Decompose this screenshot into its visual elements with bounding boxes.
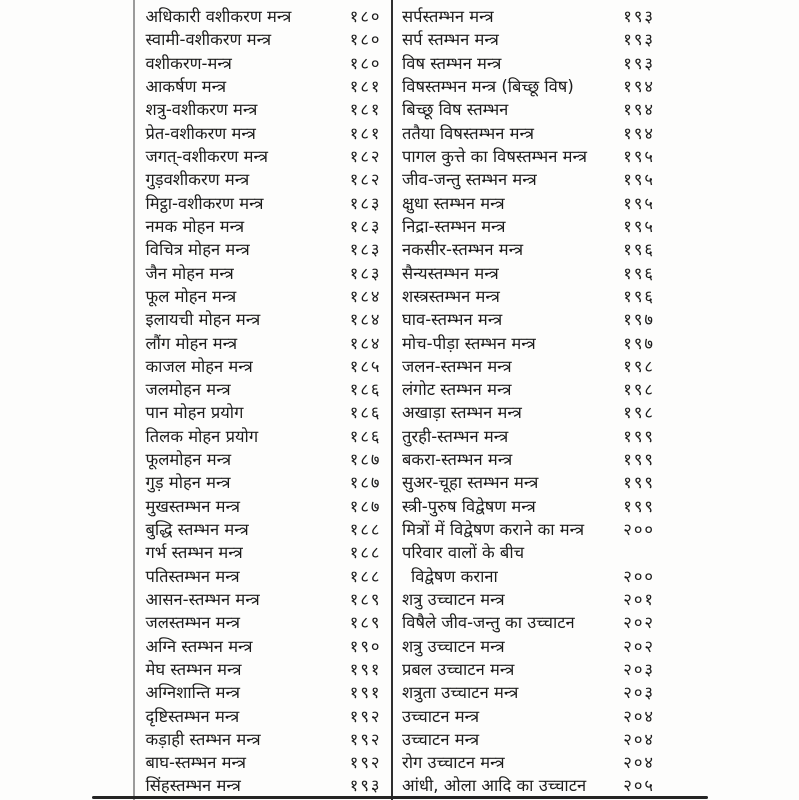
entry-page: २०२: [623, 613, 655, 633]
entry-title: उच्चाटन मन्त्र: [402, 729, 480, 749]
entry-page: १८०: [349, 7, 382, 27]
entry-title: घाव-स्तम्भन मन्त्र: [402, 310, 503, 330]
entry-title: जगत्-वशीकरण मन्त्र: [145, 147, 268, 167]
entry-title: मिट्ठा-वशीकरण मन्त्र: [145, 193, 264, 213]
toc-row: [393, 401, 657, 424]
toc-row: [135, 28, 391, 51]
entry-page: १८७: [349, 496, 382, 516]
toc-row: [393, 728, 657, 751]
entry-title: सर्प स्तम्भन मन्त्र: [402, 30, 499, 50]
toc-row: [135, 425, 391, 448]
entry-title: नमक मोहन मन्त्र: [145, 216, 245, 236]
toc-row: [393, 378, 657, 401]
toc-row: [393, 541, 657, 564]
entry-title: जलमोहन मन्त्र: [145, 380, 231, 400]
entry-page: २०३: [623, 683, 655, 703]
entry-title: पान मोहन प्रयोग: [145, 403, 244, 423]
entry-page: २०५: [623, 776, 655, 796]
toc-row: [135, 261, 391, 284]
entry-title: वशीकरण-मन्त्र: [145, 53, 232, 73]
entry-page: १९२: [349, 753, 382, 773]
toc-left-column: [135, 0, 391, 800]
toc-row: [393, 5, 657, 28]
entry-page: १९३: [623, 7, 655, 27]
entry-page: १९६: [623, 240, 655, 260]
toc-row: [393, 448, 657, 471]
entry-title: विषस्तम्भन मन्त्र (बिच्छू विष): [402, 77, 574, 97]
entry-title: प्रबल उच्चाटन मन्त्र: [402, 659, 515, 679]
entry-page: २०४: [623, 729, 655, 749]
toc-row: [393, 28, 657, 51]
entry-title: अग्नि स्तम्भन मन्त्र: [145, 636, 253, 656]
toc-row: [135, 681, 391, 704]
entry-title: शस्त्रस्तम्भन मन्त्र: [402, 286, 500, 306]
entry-page: १८८: [349, 520, 382, 540]
entry-title: विष स्तम्भन मन्त्र: [402, 53, 502, 73]
entry-page: १८१: [349, 77, 382, 97]
entry-title: निद्रा-स्तम्भन मन्त्र: [402, 216, 506, 236]
toc-row: [135, 168, 391, 191]
entry-title: स्त्री-पुरुष विद्वेषण मन्त्र: [402, 496, 536, 516]
entry-title: अग्निशान्ति मन्त्र: [145, 683, 241, 703]
entry-title: बाघ-स्तम्भन मन्त्र: [145, 753, 247, 773]
entry-page: १९९: [623, 426, 655, 446]
entry-page: १९४: [623, 77, 655, 97]
toc-row: [393, 611, 657, 634]
toc-row: [393, 565, 657, 588]
entry-title: अखाड़ा स्तम्भन मन्त्र: [402, 403, 522, 423]
entry-page: १८४: [349, 286, 382, 306]
toc-row: [393, 681, 657, 704]
entry-title: विचित्र मोहन मन्त्र: [145, 240, 250, 260]
entry-title: पतिस्तम्भन मन्त्र: [145, 566, 240, 586]
toc-row: [135, 495, 391, 518]
entry-page: १९८: [623, 380, 655, 400]
entry-page: १८२: [349, 170, 382, 190]
entry-page: १९८: [623, 356, 655, 376]
entry-title: बकरा-स्तम्भन मन्त्र: [402, 450, 513, 470]
entry-title: शत्रु उच्चाटन मन्त्र: [402, 589, 505, 609]
toc-row: [393, 308, 657, 331]
entry-page: १८१: [349, 100, 382, 120]
entry-title: मित्रों में विद्वेषण कराने का मन्त्र: [402, 520, 585, 540]
entry-page: १९५: [623, 216, 655, 236]
entry-title: गुड़ मोहन मन्त्र: [145, 473, 231, 493]
toc-row: [135, 5, 391, 28]
toc-row: [135, 471, 391, 494]
toc-row: [135, 145, 391, 168]
toc-row: [135, 98, 391, 121]
toc-row: [393, 168, 657, 191]
entry-page: १९०: [349, 636, 382, 656]
entry-title: गर्भ स्तम्भन मन्त्र: [145, 543, 243, 563]
toc-row: [393, 98, 657, 121]
entry-page: १९५: [623, 193, 655, 213]
entry-title: सिंहस्तम्भन मन्त्र: [145, 776, 241, 796]
toc-row: [135, 75, 391, 98]
entry-page: १९३: [349, 776, 382, 796]
entry-title: इलायची मोहन मन्त्र: [145, 310, 261, 330]
entry-title: आसन-स्तम्भन मन्त्र: [145, 589, 260, 609]
entry-page: २००: [623, 520, 655, 540]
entry-page: १९७: [623, 310, 655, 330]
entry-page: २०१: [623, 589, 655, 609]
toc-row: [135, 774, 391, 797]
entry-title: तुरही-स्तम्भन मन्त्र: [402, 426, 509, 446]
entry-page: १९९: [623, 496, 655, 516]
entry-page: १९३: [623, 53, 655, 73]
entry-page: १८३: [349, 193, 382, 213]
entry-page: १८७: [349, 450, 382, 470]
toc-left-rows: [135, 0, 391, 798]
toc-row: [135, 192, 391, 215]
toc-row: [393, 75, 657, 98]
entry-title: बिच्छू विष स्तम्भन: [402, 100, 509, 120]
entry-page: १९१: [349, 659, 382, 679]
toc-row: [393, 355, 657, 378]
toc-right-rows: [393, 0, 657, 798]
entry-title: जैन मोहन मन्त्र: [145, 263, 234, 283]
toc-row: [393, 774, 657, 797]
entry-title: मोच-पीड़ा स्तम्भन मन्त्र: [402, 333, 536, 353]
toc-row: [135, 52, 391, 75]
entry-page: १९६: [623, 263, 655, 283]
toc-row: [393, 238, 657, 261]
entry-page: १८३: [349, 216, 382, 236]
toc-row: [393, 704, 657, 727]
toc-row: [135, 238, 391, 261]
entry-page: २०४: [623, 706, 655, 726]
toc-row: [393, 425, 657, 448]
entry-title: पागल कुत्ते का विषस्तम्भन मन्त्र: [402, 147, 587, 167]
toc-row: [135, 448, 391, 471]
entry-page: १८९: [349, 589, 382, 609]
entry-page: १८०: [349, 53, 382, 73]
entry-title: विद्वेषण कराना: [411, 566, 498, 586]
entry-page: १८५: [349, 356, 382, 376]
toc-row: [393, 52, 657, 75]
toc-row: [393, 122, 657, 145]
toc-row: [135, 658, 391, 681]
toc-row: [135, 541, 391, 564]
entry-page: १८३: [349, 263, 382, 283]
entry-title: मेघ स्तम्भन मन्त्र: [145, 659, 242, 679]
entry-title: सर्पस्तम्भन मन्त्र: [402, 7, 494, 27]
entry-page: १८७: [349, 473, 382, 493]
toc-row: [135, 378, 391, 401]
entry-page: १९२: [349, 706, 382, 726]
toc-row: [393, 518, 657, 541]
toc-row: [135, 331, 391, 354]
toc-row: [393, 471, 657, 494]
bottom-rule: [92, 796, 708, 800]
entry-page: २०२: [623, 636, 655, 656]
toc-row: [393, 285, 657, 308]
entry-title: विषैले जीव-जन्तु का उच्चाटन: [402, 613, 575, 633]
entry-page: १९९: [623, 450, 655, 470]
entry-title: काजल मोहन मन्त्र: [145, 356, 253, 376]
entry-title: उच्चाटन मन्त्र: [402, 706, 480, 726]
toc-row: [393, 495, 657, 518]
entry-title: ततैया विषस्तम्भन मन्त्र: [402, 123, 534, 143]
entry-title: सुअर-चूहा स्तम्भन मन्त्र: [402, 473, 539, 493]
entry-title: कड़ाही स्तम्भन मन्त्र: [145, 729, 261, 749]
entry-title: तिलक मोहन प्रयोग: [145, 426, 259, 446]
entry-page: १९७: [623, 333, 655, 353]
entry-page: १८४: [349, 310, 382, 330]
entry-title: मुखस्तम्भन मन्त्र: [145, 496, 240, 516]
toc-row: [135, 565, 391, 588]
entry-page: १८९: [349, 613, 382, 633]
entry-title: शत्रु उच्चाटन मन्त्र: [402, 636, 505, 656]
entry-page: २००: [623, 566, 655, 586]
toc-row: [135, 704, 391, 727]
entry-page: १९१: [349, 683, 382, 703]
toc-right-column: [393, 0, 657, 800]
entry-title: रोग उच्चाटन मन्त्र: [402, 753, 505, 773]
toc-row: [135, 285, 391, 308]
entry-title: शत्रु-वशीकरण मन्त्र: [145, 100, 258, 120]
toc-row: [135, 588, 391, 611]
entry-page: १९५: [623, 170, 655, 190]
entry-page: १९५: [623, 147, 655, 167]
entry-title: जलन-स्तम्भन मन्त्र: [402, 356, 512, 376]
toc-row: [393, 192, 657, 215]
entry-title: जीव-जन्तु स्तम्भन मन्त्र: [402, 170, 537, 190]
entry-page: १८६: [349, 426, 382, 446]
toc-row: [135, 751, 391, 774]
entry-title: फूलमोहन मन्त्र: [145, 450, 232, 470]
toc-content: [135, 0, 658, 800]
toc-row: [135, 634, 391, 657]
entry-page: १९३: [623, 30, 655, 50]
toc-row: [135, 401, 391, 424]
toc-row: [393, 751, 657, 774]
entry-page: १८८: [349, 543, 382, 563]
toc-row: [393, 588, 657, 611]
entry-title: गुड़वशीकरण मन्त्र: [145, 170, 250, 190]
entry-page: १८०: [349, 30, 382, 50]
entry-page: २०४: [623, 753, 655, 773]
entry-page: १९४: [623, 100, 655, 120]
toc-row: [393, 145, 657, 168]
entry-title: लंगोट स्तम्भन मन्त्र: [402, 380, 512, 400]
toc-row: [135, 728, 391, 751]
entry-title: जलस्तम्भन मन्त्र: [145, 613, 241, 633]
entry-title: प्रेत-वशीकरण मन्त्र: [145, 123, 256, 143]
entry-page: १९६: [623, 286, 655, 306]
entry-title: शत्रुता उच्चाटन मन्त्र: [402, 683, 519, 703]
entry-title: नकसीर-स्तम्भन मन्त्र: [402, 240, 524, 260]
entry-title: अधिकारी वशीकरण मन्त्र: [145, 7, 292, 27]
toc-row: [393, 215, 657, 238]
toc-row: [135, 355, 391, 378]
toc-row: [393, 331, 657, 354]
entry-title: लौंग मोहन मन्त्र: [145, 333, 238, 353]
entry-page: १८६: [349, 380, 382, 400]
entry-page: १९४: [623, 123, 655, 143]
entry-page: १८३: [349, 240, 382, 260]
toc-row: [135, 122, 391, 145]
entry-page: १९८: [623, 403, 655, 423]
entry-title: दृष्टिस्तम्भन मन्त्र: [145, 706, 240, 726]
entry-page: १८६: [349, 403, 382, 423]
toc-row: [135, 215, 391, 238]
entry-title: क्षुधा स्तम्भन मन्त्र: [402, 193, 505, 213]
entry-title: सैन्यस्तम्भन मन्त्र: [402, 263, 499, 283]
entry-title: बुद्धि स्तम्भन मन्त्र: [145, 520, 249, 540]
entry-title: स्वामी-वशीकरण मन्त्र: [145, 30, 272, 50]
entry-page: १९२: [349, 729, 382, 749]
entry-title: आकर्षण मन्त्र: [145, 77, 227, 97]
toc-row: [135, 518, 391, 541]
entry-page: १८१: [349, 123, 382, 143]
toc-row: [393, 261, 657, 284]
entry-title: परिवार वालों के बीच: [402, 543, 525, 563]
entry-page: १८२: [349, 147, 382, 167]
entry-title: आंधी, ओला आदि का उच्चाटन: [402, 776, 587, 796]
toc-row: [393, 658, 657, 681]
toc-row: [393, 634, 657, 657]
toc-row: [135, 308, 391, 331]
entry-title: फूल मोहन मन्त्र: [145, 286, 237, 306]
entry-page: १९९: [623, 473, 655, 493]
entry-page: १८८: [349, 566, 382, 586]
entry-page: १८४: [349, 333, 382, 353]
entry-page: २०३: [623, 659, 655, 679]
toc-row: [135, 611, 391, 634]
